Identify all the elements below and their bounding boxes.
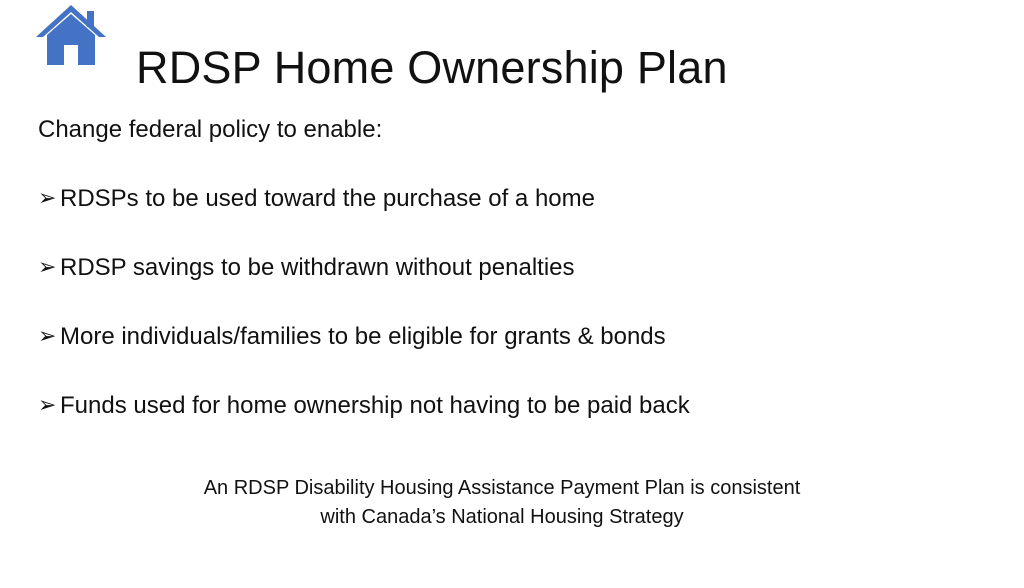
bullet-text: Funds used for home ownership not having to be paid back <box>60 392 690 419</box>
footer-line-2: with Canada’s National Housing Strategy <box>320 506 684 528</box>
bullet-text: More individuals/families to be eligible for grants & bonds <box>60 323 666 350</box>
bullet-text: RDSPs to be used toward the purchase of a home <box>60 185 595 212</box>
bullet-item <box>38 183 690 252</box>
slide-title: RDSP Home Ownership Plan <box>136 42 728 94</box>
home-icon <box>34 3 108 67</box>
arrow-bullet-icon: ➢ <box>38 255 57 280</box>
arrow-bullet-icon: ➢ <box>38 324 57 349</box>
bullet-item <box>38 252 690 321</box>
bullet-text: RDSP savings to be withdrawn without penalties <box>60 254 575 281</box>
arrow-bullet-icon: ➢ <box>38 186 57 211</box>
footer-note <box>0 474 1004 532</box>
bullet-item <box>38 390 690 459</box>
bullet-list <box>38 183 690 459</box>
arrow-bullet-icon: ➢ <box>38 393 57 418</box>
bullet-item <box>38 321 690 390</box>
footer-line-1: An RDSP Disability Housing Assistance Payment Plan is consistent <box>203 477 801 499</box>
intro-text: Change federal policy to enable: <box>38 116 383 143</box>
